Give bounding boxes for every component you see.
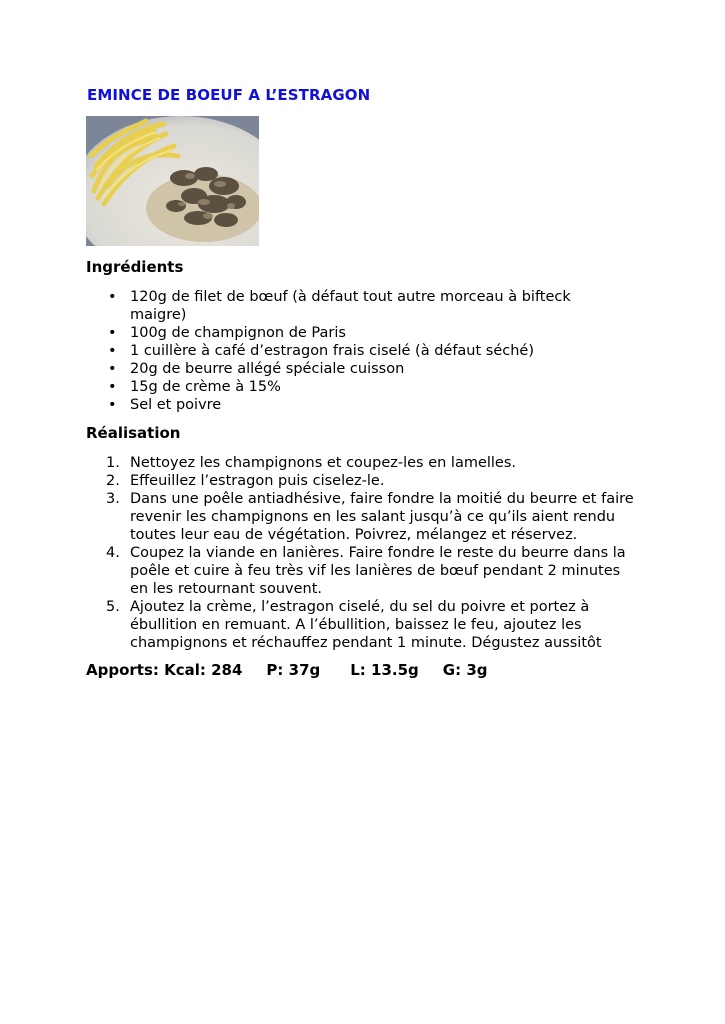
list-item xyxy=(86,544,642,598)
nutrition-lipids: L: 13.5g xyxy=(350,661,419,679)
list-item: • Sel et poivre xyxy=(86,396,606,414)
step-number: 1. xyxy=(106,455,120,471)
steps-list xyxy=(86,454,642,652)
ingredients-list xyxy=(86,288,606,414)
list-item: • 120g de filet de bœuf (à défaut tout autre morceau à bifteck maigre) xyxy=(86,288,606,324)
list-item xyxy=(86,472,642,490)
step-number: 3. xyxy=(106,491,120,507)
list-item: • 100g de champignon de Paris xyxy=(86,324,606,342)
step-number: 2. xyxy=(106,473,120,489)
realisation-heading: Réalisation xyxy=(86,424,181,442)
step-number: 5. xyxy=(106,599,120,615)
list-item xyxy=(86,454,642,472)
step-text: Nettoyez les champignons et coupez-les en lamelles. xyxy=(130,455,517,471)
step-text: Ajoutez la crème, l’estragon ciselé, du sel du poivre et portez à ébullition en remuant. A l’ébullition, baissez le feu, ajoutez les champignons et réchauffez pendant 1 minute. Dégustez aussitôt xyxy=(130,599,602,651)
list-item xyxy=(86,598,642,652)
list-item: • 20g de beurre allégé spéciale cuisson xyxy=(86,360,606,378)
nutrition-glucids: G: 3g xyxy=(442,661,488,679)
step-number: 4. xyxy=(106,545,120,561)
nutrition-kcal: Apports: Kcal: 284 xyxy=(86,661,243,679)
ingredients-heading: Ingrédients xyxy=(86,258,184,276)
list-item xyxy=(86,490,642,544)
step-text: Coupez la viande en lanières. Faire fondre le reste du beurre dans la poêle et cuire à feu très vif les lanières de bœuf pendant 2 minutes en les retournant souvent. xyxy=(130,545,626,597)
step-text: Effeuillez l’estragon puis ciselez-le. xyxy=(130,473,385,489)
list-item: • 15g de crème à 15% xyxy=(86,378,606,396)
step-text: Dans une poêle antiadhésive, faire fondre la moitié du beurre et faire revenir les champignons en les salant jusqu’à ce qu’ils aient rendu toutes leur eau de végétation. Poivrez, mélangez et réservez. xyxy=(130,491,634,543)
nutrition-protein: P: 37g xyxy=(266,661,321,679)
list-item: • 1 cuillère à café d’estragon frais ciselé (à défaut séché) xyxy=(86,342,606,360)
dish-photo xyxy=(86,116,259,246)
nutrition-summary xyxy=(86,661,488,679)
recipe-title: EMINCE DE BOEUF A L’ESTRAGON xyxy=(87,86,371,104)
